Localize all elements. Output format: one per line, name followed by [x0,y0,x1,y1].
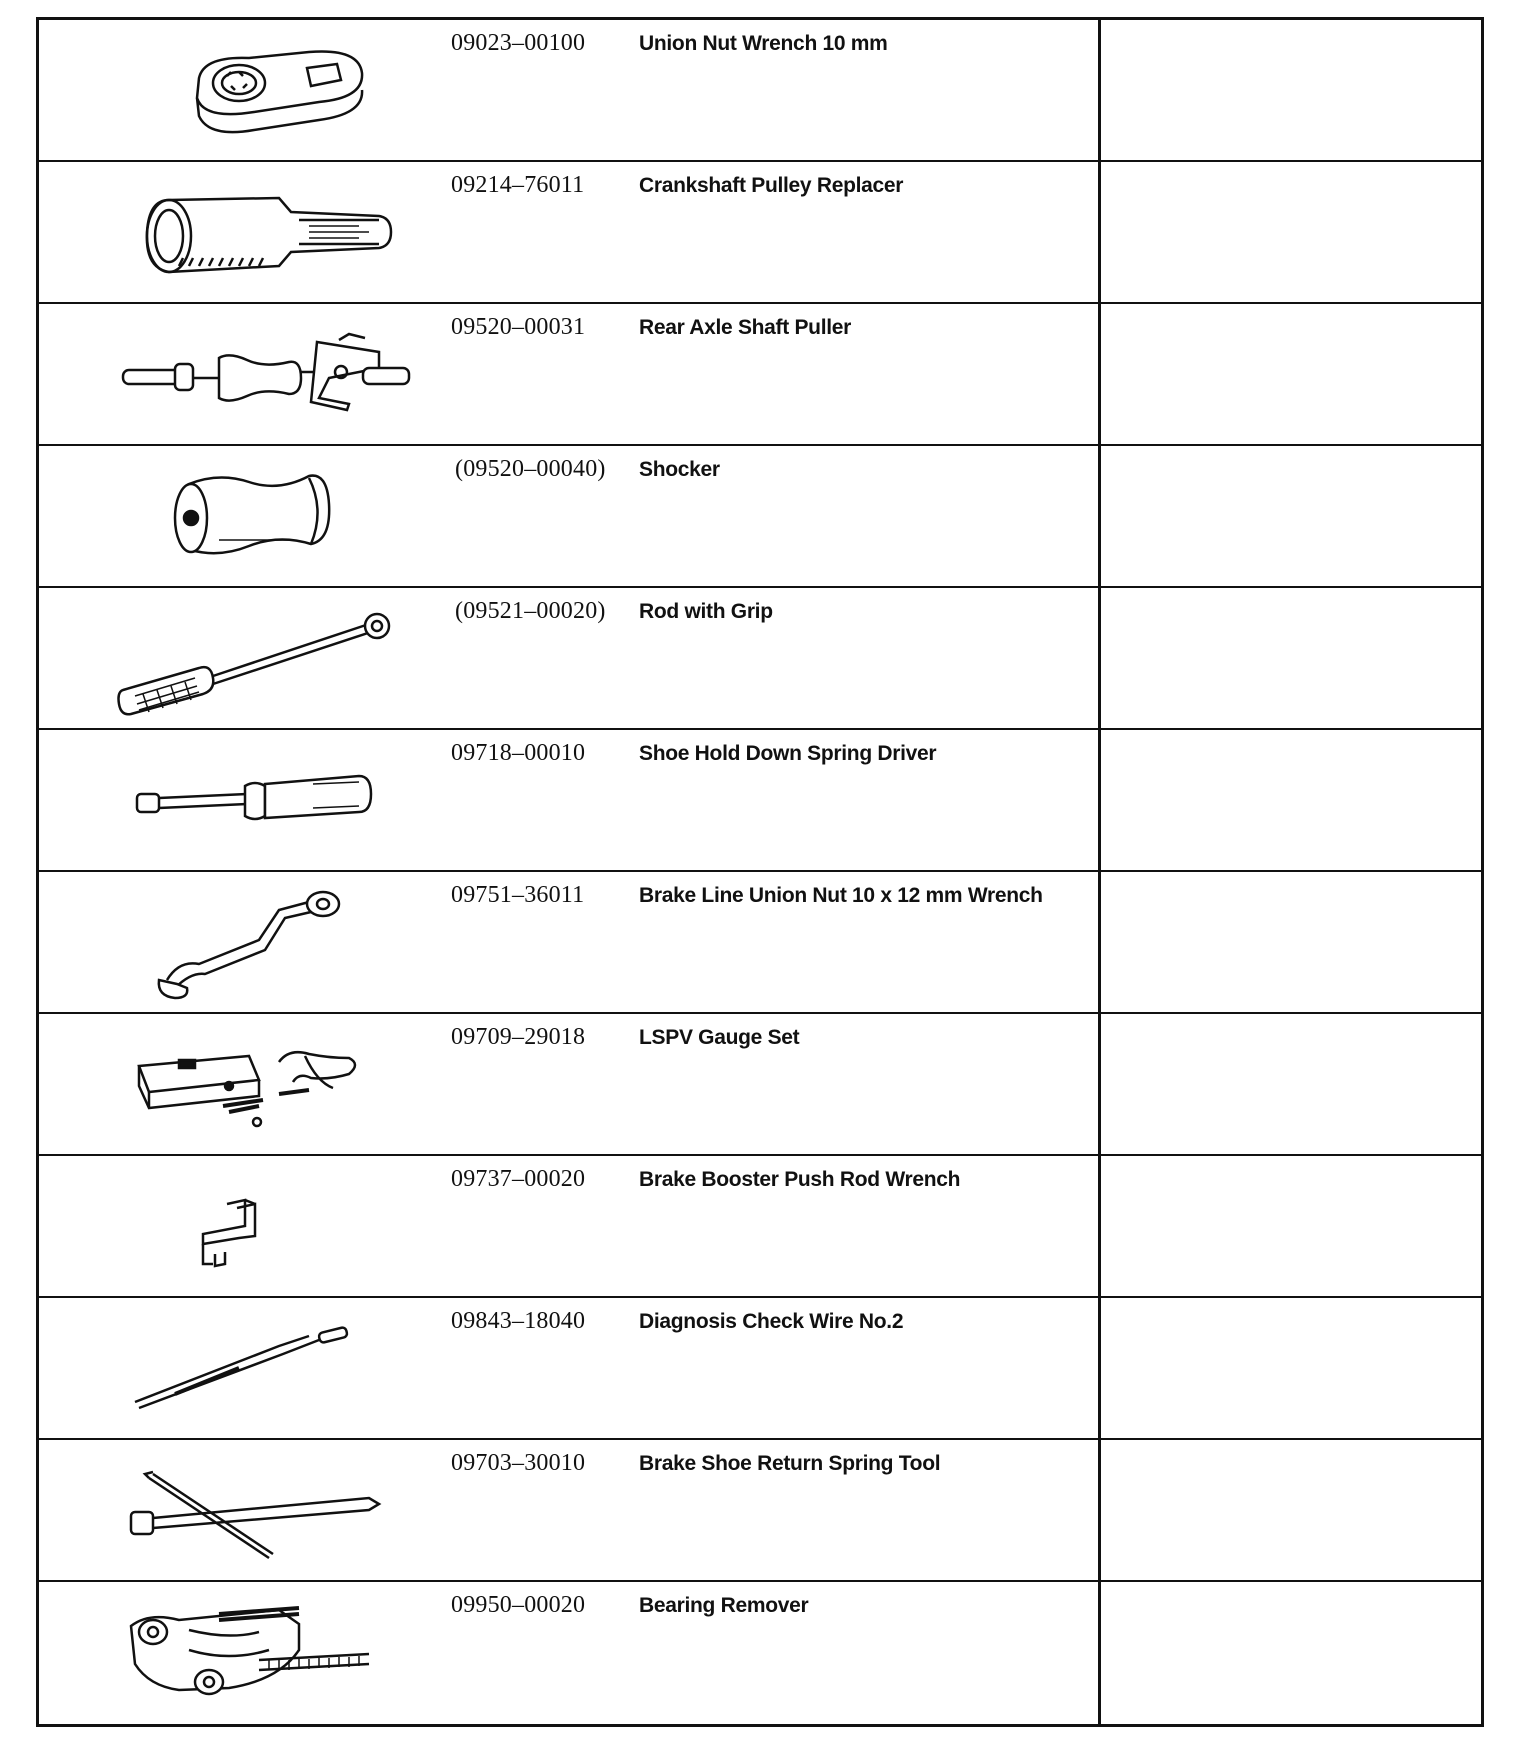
part-number: 09843–18040 [451,1308,586,1334]
remark-cell [1101,1014,1481,1154]
part-number: 09718–00010 [451,740,586,766]
rod-with-grip-icon [79,596,429,720]
push-rod-wrench-icon [79,1164,429,1288]
tool-cell [39,588,1101,728]
tool-name: Rear Axle Shaft Puller [639,316,852,339]
tool-name: Diagnosis Check Wire No.2 [639,1310,904,1333]
remark-cell [1101,446,1481,586]
part-number: 09703–30010 [451,1450,586,1476]
return-spring-tool-icon [79,1448,429,1572]
part-number: 09709–29018 [451,1024,586,1050]
tool-name: Brake Line Union Nut 10 x 12 mm Wrench [639,884,1043,907]
table-row [39,1440,1481,1582]
tool-name: Brake Booster Push Rod Wrench [639,1168,961,1191]
tool-cell [39,1298,1101,1438]
part-number: 09737–00020 [451,1166,586,1192]
tool-name: Brake Shoe Return Spring Tool [639,1452,941,1475]
remark-cell [1101,1156,1481,1296]
remark-cell [1101,1298,1481,1438]
gauge-set-icon [79,1022,429,1146]
pulley-replacer-icon [79,170,429,294]
table-row [39,1582,1481,1724]
tool-name: Union Nut Wrench 10 mm [639,32,888,55]
tool-name: LSPV Gauge Set [639,1026,800,1049]
table-row [39,1156,1481,1298]
tool-name: Rod with Grip [639,600,773,623]
spring-driver-icon [79,738,429,862]
table-row [39,730,1481,872]
special-tools-table [36,17,1484,1727]
bearing-remover-icon [79,1590,429,1714]
tool-cell [39,446,1101,586]
tool-cell [39,304,1101,444]
part-number: (09520–00040) [455,456,606,482]
table-row [39,872,1481,1014]
remark-cell [1101,1440,1481,1580]
remark-cell [1101,1582,1481,1724]
remark-cell [1101,588,1481,728]
tool-cell [39,1440,1101,1580]
remark-cell [1101,162,1481,302]
part-number: 09214–76011 [451,172,585,198]
tool-name: Shocker [639,458,720,481]
union-nut-wrench-icon [79,28,429,152]
tool-cell [39,1156,1101,1296]
tool-name: Shoe Hold Down Spring Driver [639,742,937,765]
table-row [39,20,1481,162]
check-wire-icon [79,1306,429,1430]
remark-cell [1101,730,1481,870]
shocker-icon [79,454,429,578]
remark-cell [1101,872,1481,1012]
part-number: 09023–00100 [451,30,586,56]
tool-name: Bearing Remover [639,1594,809,1617]
part-number: (09521–00020) [455,598,606,624]
tool-cell [39,20,1101,160]
part-number: 09950–00020 [451,1592,586,1618]
table-row [39,588,1481,730]
table-row [39,446,1481,588]
tool-name: Crankshaft Pulley Replacer [639,174,904,197]
table-row [39,304,1481,446]
tool-cell [39,162,1101,302]
brake-line-wrench-icon [79,880,429,1004]
part-number: 09751–36011 [451,882,585,908]
tool-cell [39,872,1101,1012]
tool-cell [39,730,1101,870]
remark-cell [1101,304,1481,444]
remark-cell [1101,20,1481,160]
table-row [39,1298,1481,1440]
tool-cell [39,1582,1101,1724]
table-row [39,162,1481,304]
axle-shaft-puller-icon [79,312,429,436]
part-number: 09520–00031 [451,314,586,340]
table-row [39,1014,1481,1156]
tool-cell [39,1014,1101,1154]
